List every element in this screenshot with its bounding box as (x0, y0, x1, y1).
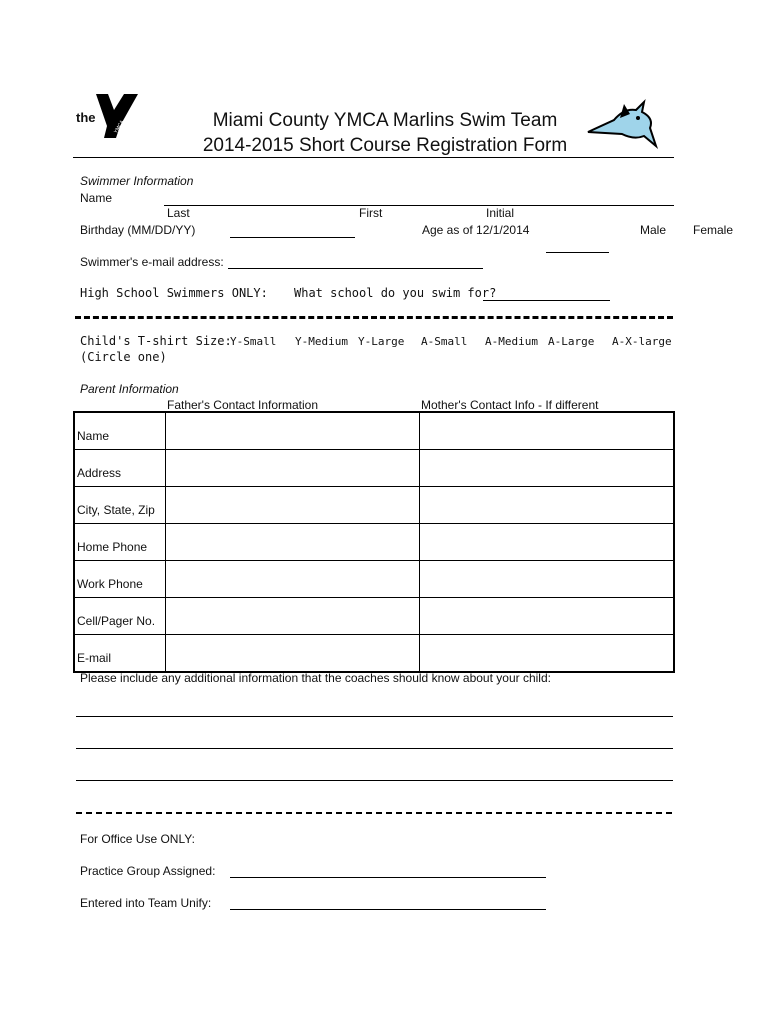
table-row (74, 487, 674, 524)
parent-contact-table (73, 411, 675, 673)
father-cell-field[interactable] (166, 598, 420, 635)
school-line[interactable] (483, 300, 610, 301)
practice-group-label: Practice Group Assigned: (80, 864, 216, 878)
additional-line-2[interactable] (76, 748, 673, 749)
mother-cell-field[interactable] (420, 598, 675, 635)
size-y-large[interactable]: Y-Large (358, 335, 405, 348)
size-a-medium[interactable]: A-Medium (485, 335, 538, 348)
email-line[interactable] (228, 268, 483, 269)
father-work-phone-field[interactable] (166, 561, 420, 598)
row-label-cell-pager: Cell/Pager No. (74, 598, 166, 635)
mother-home-phone-field[interactable] (420, 524, 675, 561)
team-unify-label: Entered into Team Unify: (80, 896, 212, 910)
mother-address-field[interactable] (420, 450, 675, 487)
team-unify-line[interactable] (230, 909, 546, 910)
row-label-work-phone: Work Phone (74, 561, 166, 598)
size-a-large[interactable]: A-Large (548, 335, 595, 348)
size-a-x-large[interactable]: A-X-large (612, 335, 672, 348)
birthday-line[interactable] (230, 237, 355, 238)
marlin-logo (584, 98, 658, 154)
size-y-small[interactable]: Y-Small (230, 335, 277, 348)
marlin-icon (584, 98, 658, 154)
mother-city-field[interactable] (420, 487, 675, 524)
row-label-name: Name (74, 412, 166, 450)
father-city-field[interactable] (166, 487, 420, 524)
father-name-field[interactable] (166, 412, 420, 450)
name-line[interactable] (164, 205, 674, 206)
title-line1: Miami County YMCA Marlins Swim Team (212, 110, 558, 131)
mother-name-field[interactable] (420, 412, 675, 450)
first-label: First (359, 206, 383, 220)
father-email-field[interactable] (166, 635, 420, 673)
row-label-email: E-mail (74, 635, 166, 673)
swimmer-section-label: Swimmer Information (80, 174, 194, 188)
age-line[interactable] (546, 252, 609, 253)
title-line2: 2014-2015 Short Course Registration Form (202, 135, 568, 156)
initial-label: Initial (486, 206, 515, 220)
additional-line-3[interactable] (76, 780, 673, 781)
table-row (74, 450, 674, 487)
mother-email-field[interactable] (420, 635, 675, 673)
name-label: Name (80, 191, 113, 205)
table-row (74, 524, 674, 561)
logo-text: the (76, 110, 96, 125)
last-label: Last (167, 206, 190, 220)
mother-work-phone-field[interactable] (420, 561, 675, 598)
table-row (74, 561, 674, 598)
size-y-medium[interactable]: Y-Medium (295, 335, 348, 348)
mother-header: Mother's Contact Info - If different (421, 398, 599, 412)
row-label-home-phone: Home Phone (74, 524, 166, 561)
age-label: Age as of 12/1/2014 (422, 223, 530, 237)
school-label: What school do you swim for? (294, 286, 497, 300)
tshirt-label: Child's T-shirt Size: (80, 334, 232, 348)
dashed-divider-2 (76, 812, 672, 814)
female-label[interactable]: Female (693, 223, 734, 237)
table-row (74, 598, 674, 635)
office-label: For Office Use ONLY: (80, 832, 195, 846)
father-header: Father's Contact Information (167, 398, 319, 412)
tshirt-sublabel: (Circle one) (80, 350, 167, 364)
row-label-address: Address (74, 450, 166, 487)
dashed-divider-1 (75, 316, 673, 319)
header-rule (73, 157, 674, 158)
father-address-field[interactable] (166, 450, 420, 487)
male-label[interactable]: Male (640, 223, 667, 237)
logo-sub: YMCA (113, 119, 126, 135)
size-a-small[interactable]: A-Small (421, 335, 468, 348)
additional-line-1[interactable] (76, 716, 673, 717)
table-row (74, 635, 674, 673)
additional-info-prompt: Please include any additional information that the coaches should know about your child: (80, 671, 551, 685)
parent-section-label: Parent Information (80, 382, 179, 396)
table-row (74, 412, 674, 450)
practice-group-line[interactable] (230, 877, 546, 878)
hs-label: High School Swimmers ONLY: (80, 286, 268, 300)
email-label: Swimmer's e-mail address: (80, 255, 224, 269)
birthday-label: Birthday (MM/DD/YY) (80, 223, 196, 237)
row-label-city-state-zip: City, State, Zip (74, 487, 166, 524)
father-home-phone-field[interactable] (166, 524, 420, 561)
